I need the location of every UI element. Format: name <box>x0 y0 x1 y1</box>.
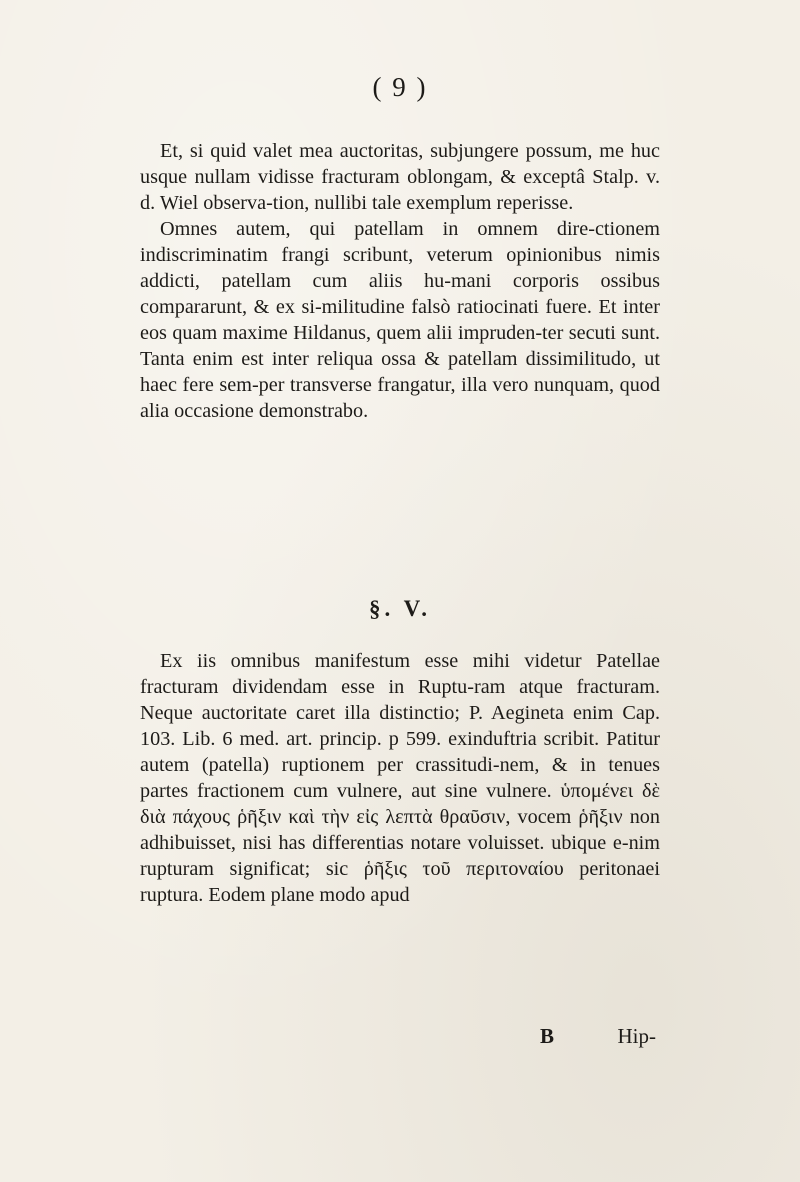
page-footer <box>140 1024 660 1054</box>
text-block-lower <box>140 648 660 908</box>
paragraph-3: Ex iis omnibus manifestum esse mihi videtur Patellae fracturam dividendam esse in Ruptu-ram atque fracturam. Neque auctoritate caret illa distinctio; P. Aegineta enim Cap. 103. Lib. 6 med. art. princip. p 599. exinduftria scribit. Patitur autem (patella) ruptionem per crassitudi-nem, & in tenues partes fractionem cum vulnere, aut sine vulnere. ὑπομένει δὲ διὰ πάχους ῥῆξιν καὶ τὴν εἰς λεπτὰ θραῦσιν, vocem ῥῆξιν non adhibuisset, nisi has differentias notare voluisset. ubique e-nim rupturam significat; sic ῥῆξις τοῦ περιτοναίου peritonaei ruptura. Eodem plane modo apud <box>140 650 660 906</box>
signature-mark: B <box>540 1024 555 1048</box>
section-heading: §. V. <box>369 596 431 621</box>
paragraph-2: Omnes autem, qui patellam in omnem dire-ctionem indiscriminatim frangi scribunt, veterum opinionibus nimis addicti, patellam cum aliis hu-mani corporis ossibus compararunt, & ex si-militudine falsò ratiocinati fuere. Et inter eos quam maxime Hildanus, quem alii impruden-ter secuti sunt. Tanta enim est inter reliqua ossa & patellam dissimilitudo, ut haec fere sem-per transverse frangatur, illa vero nunquam, quod alia occasione demonstrabo. <box>140 218 660 422</box>
text-block-upper <box>140 138 660 424</box>
page-number: ( 9 ) <box>372 72 428 102</box>
catchword: Hip- <box>617 1024 656 1048</box>
paragraph-1: Et, si quid valet mea auctoritas, subjungere possum, me huc usque nullam vidisse fracturam oblongam, & exceptâ Stalp. v. d. Wiel observa-tion, nullibi tale exemplum reperisse. <box>140 140 660 214</box>
